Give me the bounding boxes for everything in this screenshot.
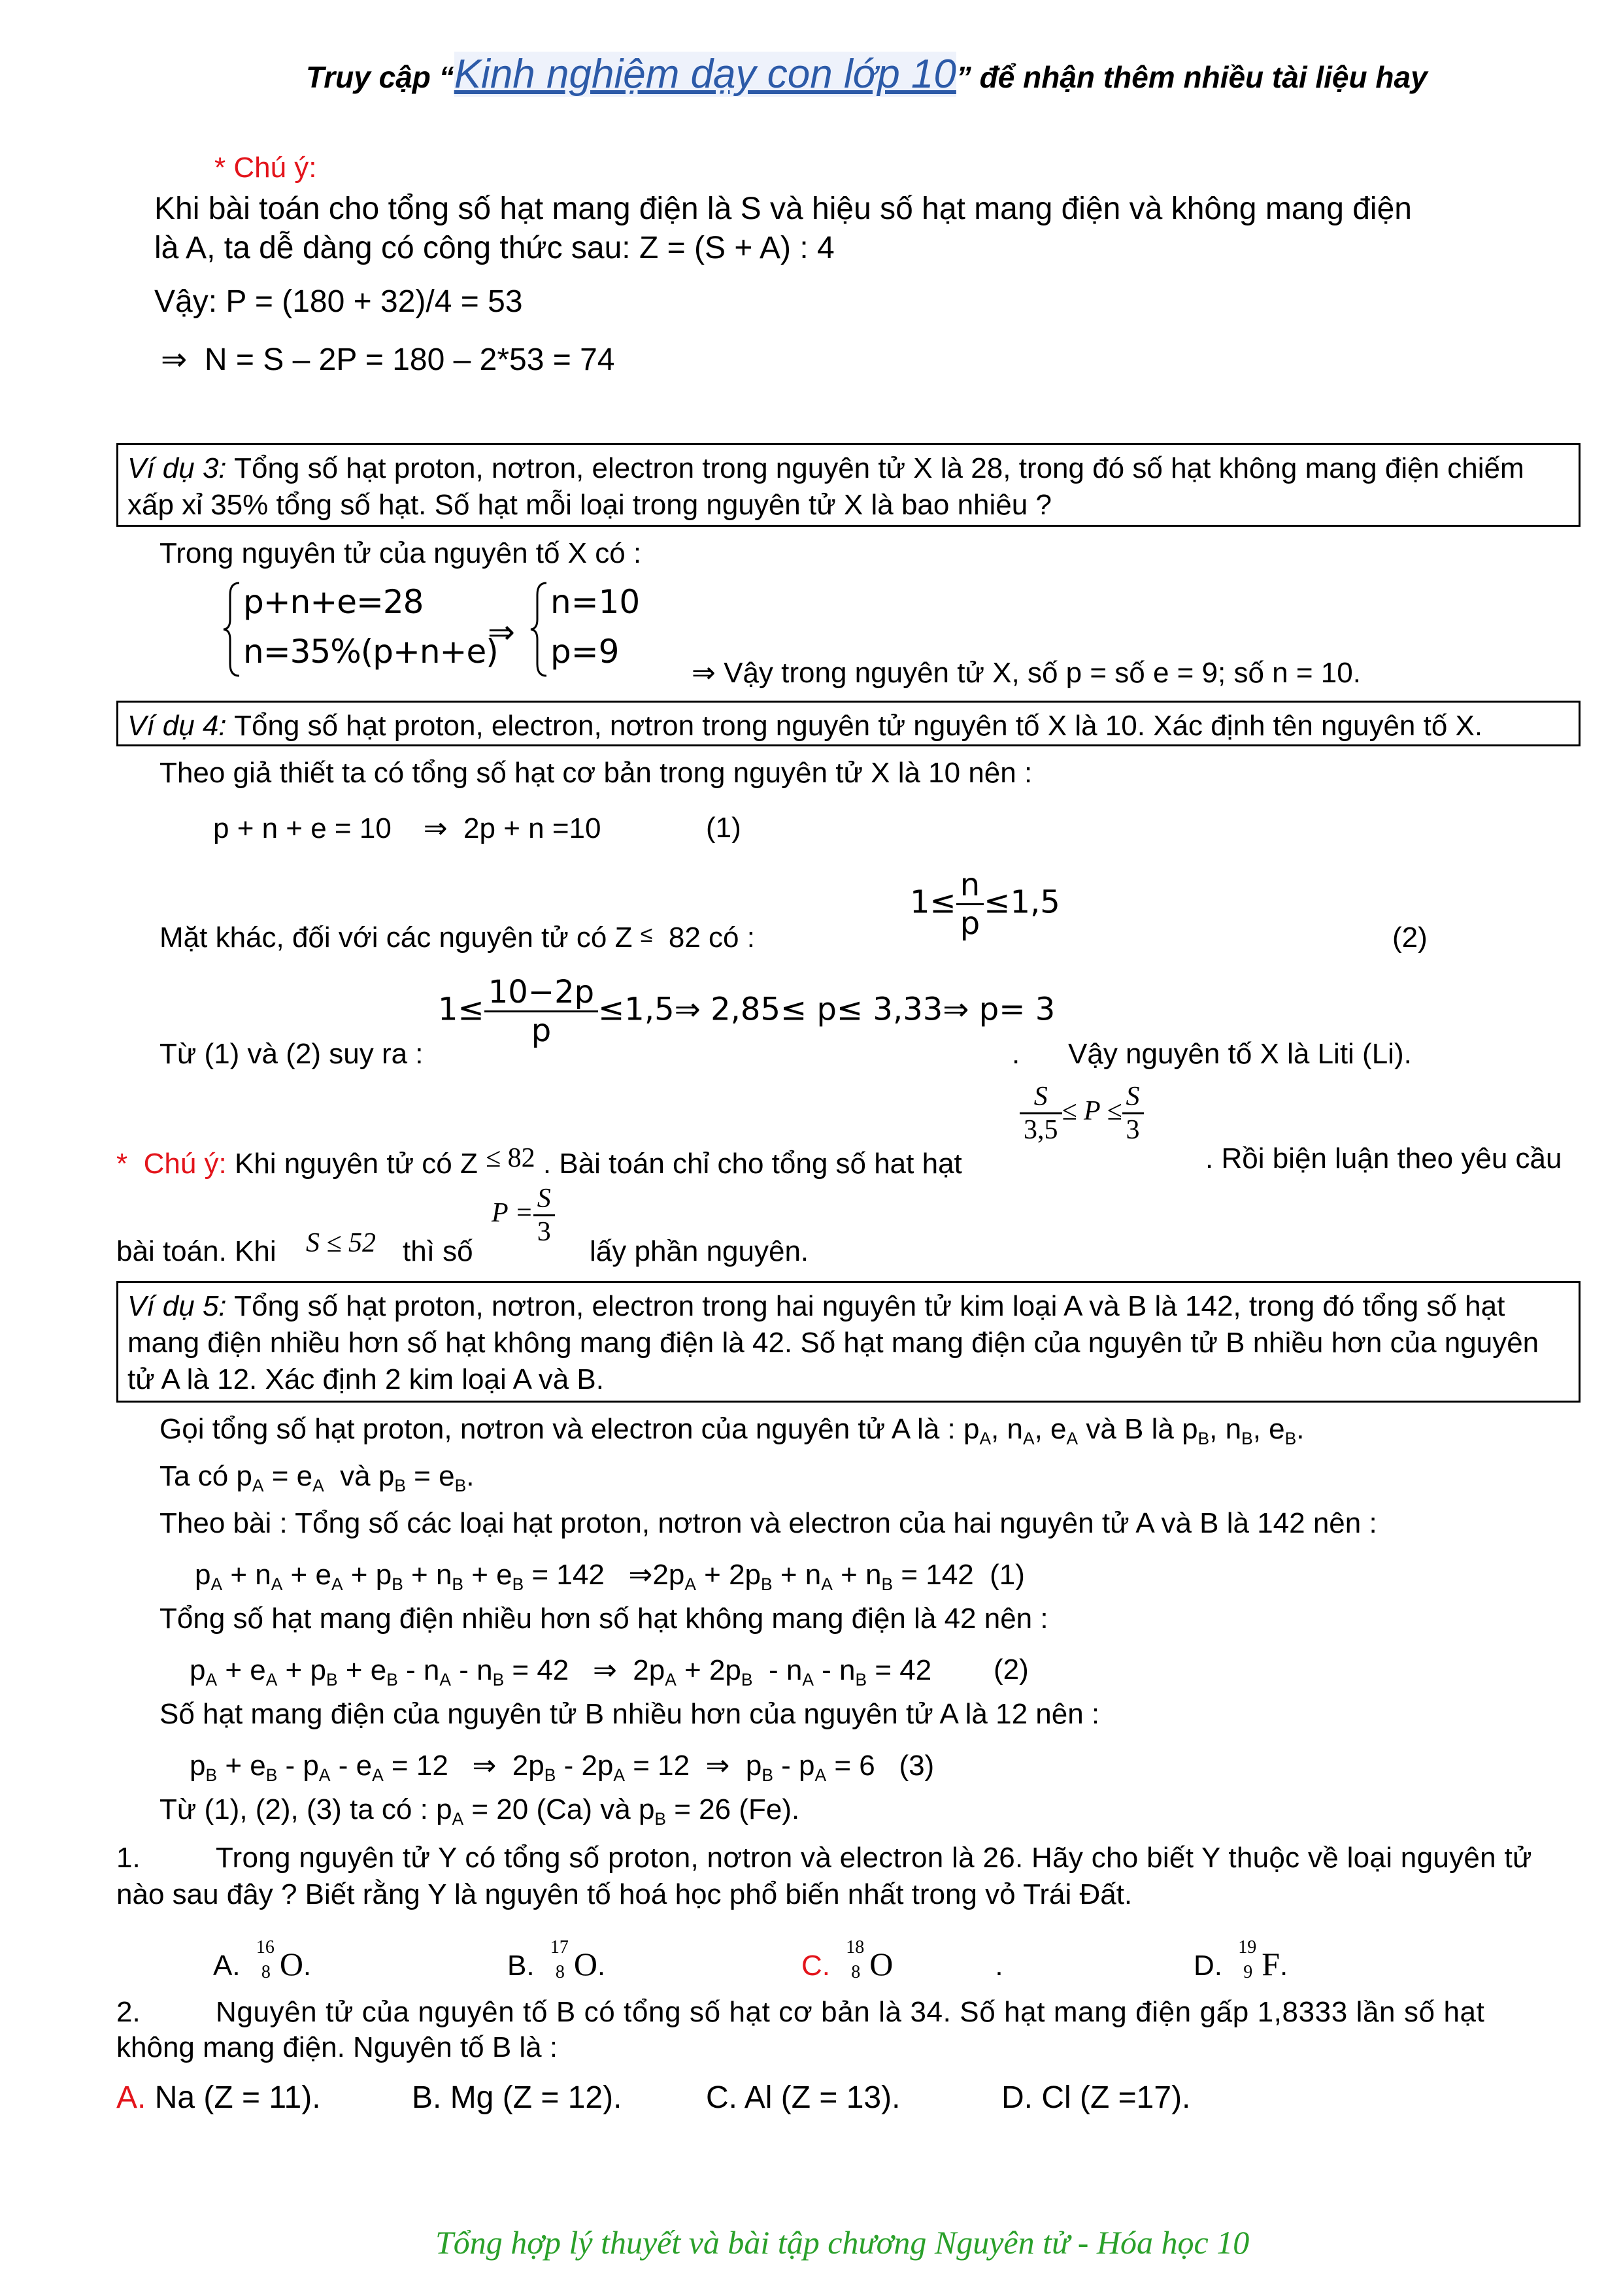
example5-eq3-tag: (3) bbox=[899, 1750, 935, 1782]
q1-option-a[interactable] bbox=[213, 1937, 312, 1983]
example5-l1: Gọi tổng số hạt proton, nơtron và electron của nguyên tử A là : p bbox=[159, 1413, 980, 1445]
note2-f2-den: 3 bbox=[1126, 1115, 1140, 1145]
note2-text1: Khi nguyên tử có Z bbox=[234, 1148, 478, 1180]
example5-text2: mang điện nhiều hơn số hạt không mang điện là 42. Số hạt mang điện của nguyên tử B nhiều hơn của nguyên bbox=[127, 1327, 1539, 1359]
example4-eq1b: 2p + n =10 bbox=[463, 812, 601, 844]
example3-text2: xấp xỉ 35% tổng số hạt. Số hạt mỗi loại trong nguyên tử X là bao nhiêu ? bbox=[127, 489, 1052, 521]
example5-l2: Ta có p bbox=[159, 1460, 252, 1492]
isotope-z: 8 bbox=[261, 1962, 271, 1982]
q2-option-a-text: Na (Z = 11). bbox=[146, 2080, 321, 2115]
q1-option-b[interactable] bbox=[507, 1937, 606, 1983]
note2-mid: ≤ P ≤ bbox=[1062, 1096, 1122, 1127]
example3-label: Ví dụ 3: bbox=[127, 452, 227, 484]
implies-icon: ⇒ bbox=[592, 1654, 617, 1687]
example5-line1: Gọi tổng số hạt proton, nơtron và electron của nguyên tử A là : $p_A$, $n_A$, $e_A$ và B là $p_B$, $n_B$, $e_B$. bbox=[159, 1413, 1305, 1449]
q1-option-c[interactable] bbox=[801, 1937, 1003, 1983]
example3-intro: Trong nguyên tử của nguyên tố X có : bbox=[159, 537, 642, 569]
example5-eq3: $p_B + e_B - p_A - e_A = 12$ ⇒ $2p_B - 2p_A = 12$ ⇒ $p_B - p_A = 6$ (3) bbox=[190, 1749, 935, 1786]
implies-icon: ⇒ bbox=[472, 1749, 497, 1782]
note1-line4: N = S – 2P = 180 – 2*53 = 74 bbox=[204, 342, 615, 377]
sys1-eq1: p+n+e=28 bbox=[243, 583, 424, 621]
isotope-mass: 19 bbox=[1238, 1937, 1257, 1957]
note2-f1-num: S bbox=[1020, 1081, 1062, 1114]
example4-eq1-row bbox=[213, 812, 601, 845]
q1-option-b-label: B. bbox=[507, 1950, 535, 1982]
header-suffix: ” để nhận thêm nhiều tài liệu hay bbox=[956, 60, 1428, 94]
header-link[interactable]: Kinh nghiệm dạy con lớp 10 bbox=[454, 52, 956, 97]
ineq-num: 10−2p bbox=[484, 974, 598, 1012]
isotope-symbol: F bbox=[1262, 1946, 1280, 1982]
note2-f1-den: 3,5 bbox=[1024, 1115, 1058, 1145]
note2-peq: P = bbox=[492, 1198, 533, 1229]
note1-line1: Khi bài toán cho tổng số hạt mang điện là S và hiệu số hạt mang điện và không mang điện bbox=[154, 191, 1412, 226]
example5-line2: Ta có $p_A = e_A$ và $p_B = e_B$. bbox=[159, 1460, 475, 1496]
note2-line1 bbox=[116, 1142, 962, 1180]
q2-option-c[interactable]: C. Al (Z = 13). bbox=[706, 2080, 901, 2115]
note2-text3: . Rồi biện luận theo yêu cầu bbox=[1205, 1142, 1562, 1174]
note1-line3: Vậy: P = (180 + 32)/4 = 53 bbox=[154, 284, 523, 319]
isotope-z: 8 bbox=[851, 1962, 861, 1982]
example5-eq2-tag: (2) bbox=[994, 1654, 1029, 1686]
example3-text1: Tổng số hạt proton, nơtron, electron trong nguyên tử X là 28, trong đó số hạt không mang điện chiếm bbox=[226, 452, 1524, 484]
example5-line6: Từ (1), (2), (3) ta có : $p_A = 20$ (Ca) và $p_B = 26$ (Fe). bbox=[159, 1793, 800, 1829]
example4-line3a: Từ (1) và (2) suy ra : bbox=[159, 1038, 424, 1070]
note2-text5: thì số bbox=[403, 1235, 473, 1267]
example4-box bbox=[116, 701, 1581, 746]
ineq-den: p bbox=[531, 1012, 552, 1049]
example4-line3c: Vậy nguyên tố X là Liti (Li). bbox=[1068, 1038, 1412, 1070]
example5-text1: Tổng số hạt proton, nơtron, electron trong hai nguyên tử kim loại A và B là 142, trong đó tổng số hạt bbox=[226, 1290, 1505, 1322]
example4-line2-tag: (2) bbox=[1392, 922, 1428, 954]
example5-line4: Tổng số hạt mang điện nhiều hơn số hạt không mang điện là 42 nên : bbox=[159, 1603, 1048, 1635]
isotope-symbol: O bbox=[869, 1946, 894, 1982]
implies-icon: ⇒ bbox=[423, 812, 448, 845]
page-footer: Tổng hợp lý thuyết và bài tập chương Nguyên tử - Hóa học 10 bbox=[435, 2224, 1250, 2261]
example3-conclusion-row bbox=[692, 656, 1361, 690]
implies-icon: ⇒ bbox=[692, 656, 716, 690]
note2-inequality bbox=[1020, 1081, 1144, 1146]
note2-text6: lấy phần nguyên. bbox=[590, 1235, 809, 1267]
example4-line3b: . bbox=[1012, 1038, 1020, 1070]
implies-icon: ⇒ bbox=[628, 1558, 653, 1591]
note2-scond: S ≤ 52 bbox=[306, 1228, 376, 1258]
sys2-eq1: n=10 bbox=[550, 583, 641, 621]
note2-zcond: ≤ 82 bbox=[486, 1143, 535, 1173]
q1-option-d-label: D. bbox=[1194, 1950, 1222, 1982]
example5-box bbox=[116, 1281, 1581, 1403]
isotope-o17 bbox=[550, 1937, 597, 1983]
example4-line2a: Mặt khác, đối với các nguyên tử có Z bbox=[159, 922, 633, 954]
note2-text2: . Bài toán chỉ cho tổng số hat hạt bbox=[543, 1148, 962, 1180]
q1-text1: Trong nguyên tử Y có tổng số proton, nơtron và electron là 26. Hãy cho biết Y thuộc về loại nguyên tử bbox=[216, 1842, 1532, 1874]
isotope-mass: 18 bbox=[846, 1937, 865, 1957]
ineq-right: ≤1,5⇒ 2,85≤ p≤ 3,33⇒ p= 3 bbox=[598, 991, 1056, 1028]
example5-l6: Từ (1), (2), (3) ta có : p bbox=[159, 1793, 452, 1825]
isotope-z: 8 bbox=[555, 1962, 565, 1982]
sys2-eq2: p=9 bbox=[550, 633, 620, 671]
q2-text2: không mang điện. Nguyên tố B là : bbox=[116, 2031, 558, 2063]
example4-label: Ví dụ 4: bbox=[127, 710, 227, 742]
example4-line1: Theo giả thiết ta có tổng số hạt cơ bản trong nguyên tử X là 10 nên : bbox=[159, 757, 1033, 789]
q2-option-a[interactable] bbox=[116, 2080, 321, 2116]
ratio-num: n bbox=[956, 867, 984, 905]
ratio-den: p bbox=[960, 905, 980, 942]
note2-title: Chú ý: bbox=[143, 1148, 227, 1180]
leq-icon: ≤ bbox=[640, 922, 653, 947]
q2-option-d[interactable]: D. Cl (Z =17). bbox=[1001, 2080, 1191, 2115]
header bbox=[306, 51, 1428, 97]
q1-option-b-tail: . bbox=[597, 1950, 606, 1982]
left-brace-icon bbox=[529, 580, 549, 678]
ineq-left: 1≤ bbox=[438, 991, 484, 1028]
q1-option-a-label: A. bbox=[213, 1950, 241, 1982]
q2-text1: Nguyên tử của nguyên tố B có tổng số hạt cơ bản là 34. Số hạt mang điện gấp 1,8333 lần số hạt bbox=[216, 1996, 1485, 2028]
example5-text3: tử A là 12. Xác định 2 kim loại A và B. bbox=[127, 1363, 604, 1395]
note2-text4: bài toán. Khi bbox=[116, 1235, 276, 1267]
q1-option-c-tail: . bbox=[995, 1950, 1003, 1982]
header-prefix: Truy cập “ bbox=[306, 60, 454, 94]
implies-icon: ⇒ bbox=[161, 341, 188, 378]
q1-option-d[interactable] bbox=[1194, 1937, 1288, 1983]
isotope-o18 bbox=[846, 1937, 894, 1983]
isotope-symbol: O bbox=[573, 1946, 597, 1982]
ratio-left: 1≤ bbox=[910, 884, 956, 921]
example3-box bbox=[116, 443, 1581, 527]
example3-conclusion: Vậy trong nguyên tử X, số p = số e = 9; số n = 10. bbox=[724, 657, 1361, 689]
example5-eq1: $p_A + n_A + e_A + p_B + n_B + e_B = 142$ $\Rightarrow 2p_A + 2p_B + n_A + n_B = 142$ (1) bbox=[195, 1558, 1025, 1595]
implies-icon: ⇒ bbox=[488, 613, 515, 651]
example4-text: Tổng số hạt proton, electron, nơtron trong nguyên tử nguyên tố X là 10. Xác định tên nguyên tố X. bbox=[226, 710, 1483, 742]
note1-line4-row bbox=[161, 341, 615, 378]
ratio-inequality bbox=[910, 867, 1060, 942]
example5-label: Ví dụ 5: bbox=[127, 1290, 227, 1322]
note2-f3-num: S bbox=[533, 1183, 555, 1216]
q1-option-a-tail: . bbox=[303, 1950, 312, 1982]
isotope-mass: 17 bbox=[550, 1937, 569, 1957]
isotope-symbol: O bbox=[279, 1946, 303, 1982]
q1-number: 1. bbox=[116, 1842, 141, 1874]
example4-line2b: 82 có : bbox=[668, 922, 755, 954]
note1-title: * Chú ý: bbox=[214, 152, 317, 184]
solve-inequality bbox=[438, 974, 1055, 1049]
note2-f2-num: S bbox=[1122, 1081, 1144, 1114]
q1-option-d-tail: . bbox=[1280, 1950, 1288, 1982]
example4-eq1a: p + n + e = 10 bbox=[213, 812, 392, 844]
isotope-z: 9 bbox=[1243, 1962, 1253, 1982]
isotope-mass: 16 bbox=[256, 1937, 275, 1957]
q2-option-a-label: A. bbox=[116, 2080, 146, 2115]
sys1-eq2: n=35%(p+n+e) bbox=[243, 633, 498, 671]
example4-eq1-tag: (1) bbox=[706, 812, 741, 844]
example5-eq1-tag: (1) bbox=[990, 1559, 1025, 1591]
q1-text2: nào sau đây ? Biết rằng Y là nguyên tố hoá học phổ biến nhất trong vỏ Trái Đất. bbox=[116, 1878, 1133, 1910]
example5-line3: Theo bài : Tổng số các loại hạt proton, nơtron và electron của hai nguyên tử A và B là 142 nên : bbox=[159, 1507, 1377, 1539]
implies-icon: ⇒ bbox=[705, 1749, 730, 1782]
note2-f3-den: 3 bbox=[537, 1217, 551, 1247]
note2-p-formula bbox=[492, 1183, 555, 1248]
example5-line5: Số hạt mang điện của nguyên tử B nhiều hơn của nguyên tử A là 12 nên : bbox=[159, 1698, 1100, 1730]
example4-line2-row bbox=[159, 922, 755, 954]
note1-line2: là A, ta dễ dàng có công thức sau: Z = (S + A) : 4 bbox=[154, 231, 835, 265]
example5-eq2: $p_A + e_A + p_B + e_B - n_A - n_B = 42$ ⇒ $2p_A + 2p_B - n_A - n_B = 42$ bbox=[190, 1654, 932, 1690]
note2-star: * bbox=[116, 1148, 128, 1180]
ratio-right: ≤1,5 bbox=[984, 884, 1060, 921]
q1-option-c-label: C. bbox=[801, 1950, 830, 1982]
left-brace-icon bbox=[222, 580, 242, 678]
isotope-f19 bbox=[1238, 1937, 1280, 1983]
isotope-o16 bbox=[256, 1937, 303, 1983]
q2-option-b[interactable]: B. Mg (Z = 12). bbox=[412, 2080, 622, 2115]
q2-number: 2. bbox=[116, 1996, 141, 2028]
